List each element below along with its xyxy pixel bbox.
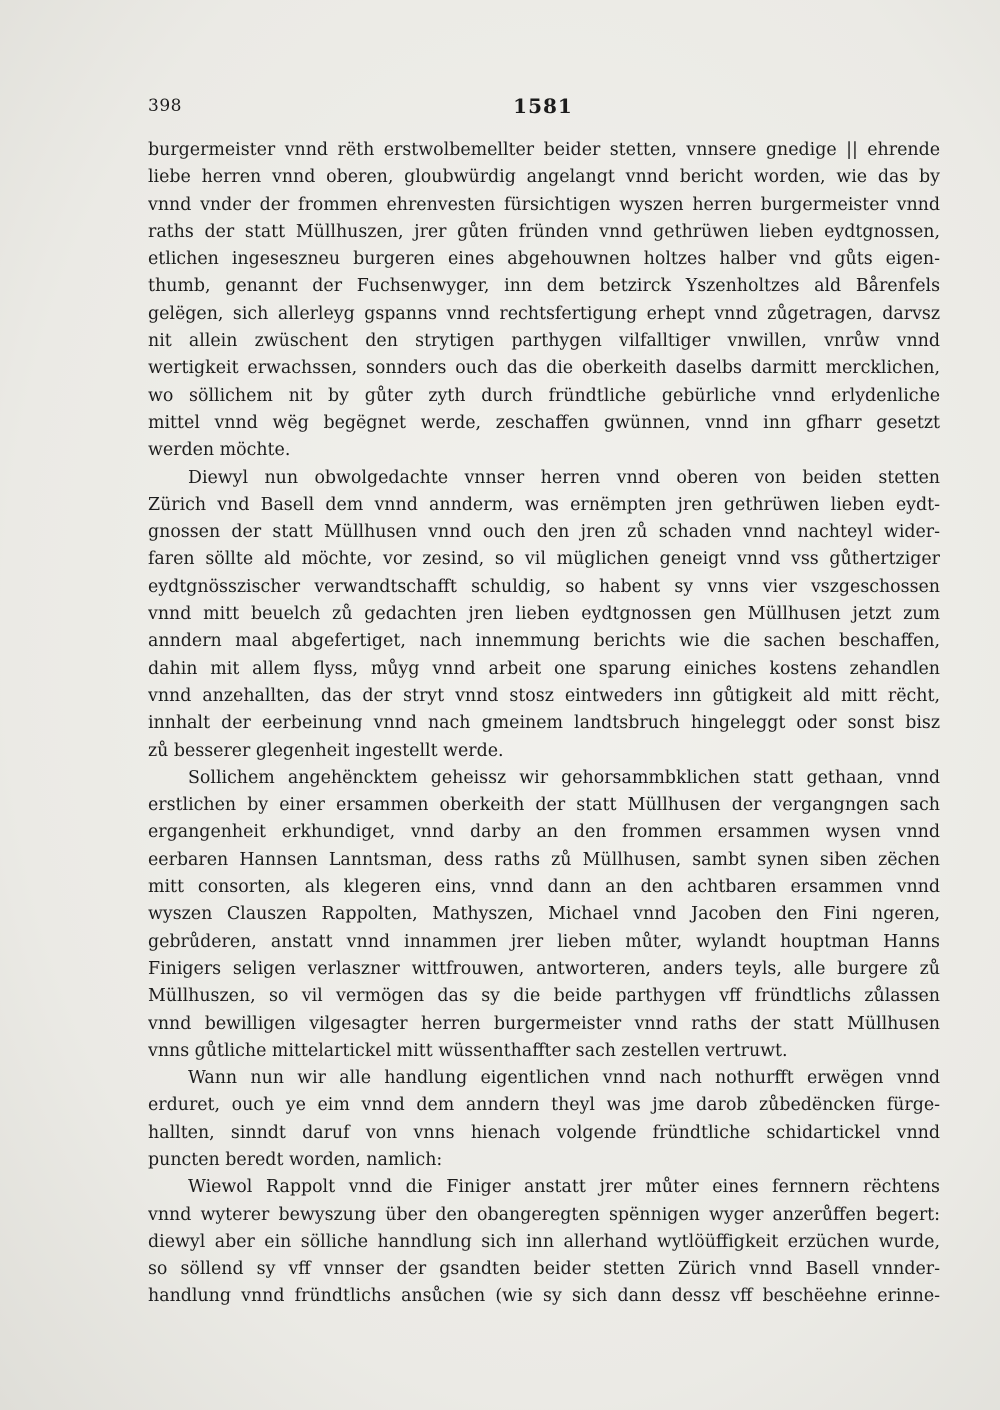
text-line: gebrůderen, anstatt vnnd innammen jrer lieben můter, wylandt houptman Hanns: [148, 931, 940, 952]
text-line: eerbaren Hannsen Lanntsman, dess raths zů Müllhusen, sambt synen siben zëchen: [148, 849, 940, 870]
text-line: vnnd anzehallten, das der stryt vnnd stosz eintweders inn gůtigkeit ald mitt rëcht,: [148, 685, 940, 706]
text-line: hallten, sinndt daruf von vnns hienach volgende fründtliche schidartickel vnnd: [148, 1122, 940, 1143]
text-line: Wiewol Rappolt vnnd die Finiger anstatt jrer můter eines fernnern rëchtens: [188, 1177, 940, 1198]
text-line: vnnd vnder der frommen ehrenvesten fürsichtigen wyszen herren burgermeister vnnd: [148, 194, 940, 215]
text-line: gnossen der statt Müllhusen vnnd ouch den jren zů schaden vnnd nachteyl wider-: [148, 522, 940, 543]
page-header: [148, 96, 938, 122]
text-line: Müllhuszen, so vil vermögen das sy die beide parthygen vff fründtlichs zůlassen: [148, 986, 940, 1007]
text-line: eydtgnösszischer verwandtschafft schuldig, so habent sy vnns vier vszgeschossen: [148, 576, 940, 597]
running-head-year: 1581: [513, 94, 573, 118]
body-text: [148, 137, 940, 1311]
text-line: wertigkeit erwachssen, sonnders ouch das die oberkeith daselbs darmitt mercklichen,: [148, 358, 940, 379]
text-line: wyszen Clauszen Rappolten, Mathyszen, Michael vnnd Jacoben den Fini ngeren,: [148, 904, 940, 925]
text-line: faren söllte ald möchte, vor zesind, so vil müglichen geneigt vnnd vss gůthertziger: [148, 549, 940, 570]
text-line: werden möchte.: [148, 440, 291, 461]
text-line: vnns gůtliche mittelartickel mitt wüssenthaffter sach zestellen vertruwt.: [148, 1040, 788, 1061]
text-line: thumb, genannt der Fuchsenwyger, inn dem betzirck Yszenholtzes ald Bårenfels: [148, 276, 940, 297]
text-line: gelëgen, sich allerleyg gspanns vnnd rechtsfertigung erhept vnnd zůgetragen, darvsz: [148, 303, 940, 324]
text-line: innhalt der eerbeinung vnnd nach gmeinem landtsbruch hingeleggt oder sonst bisz: [148, 713, 940, 734]
text-line: erstlichen by einer ersammen oberkeith der statt Müllhusen der vergangngen sach: [148, 795, 940, 816]
text-line: mittel vnnd wëg begëgnet werde, zeschaffen gwünnen, vnnd inn gfharr gesetzt: [148, 412, 940, 433]
text-line: Sollichem angehëncktem geheissz wir gehorsammbklichen statt gethaan, vnnd: [188, 767, 940, 788]
text-line: vnnd mitt beuelch zů gedachten jren lieben eydtgnossen gen Müllhusen jetzt zum: [148, 604, 940, 625]
text-line: ergangenheit erkhundiget, vnnd darby an den frommen ersammen wysen vnnd: [148, 822, 940, 843]
text-line: etlichen ingeseszneu burgeren eines abgehouwnen holtzes halber vnd gůts eigen-: [148, 249, 940, 270]
text-line: Diewyl nun obwolgedachte vnnser herren vnnd oberen von beiden stetten: [188, 467, 940, 488]
text-line: diewyl aber ein sölliche hanndlung sich inn allerhand wytlöüffigkeit erzüchen wurde,: [148, 1231, 940, 1252]
text-line: anndern maal abgefertiget, nach innemmung berichts wie die sachen beschaffen,: [148, 631, 940, 652]
text-line: mitt consorten, als klegeren eins, vnnd dann an den achtbaren ersammen vnnd: [148, 877, 940, 898]
text-line: Wann nun wir alle handlung eigentlichen vnnd nach nothurfft erwëgen vnnd: [188, 1068, 940, 1089]
text-line: burgermeister vnnd rëth erstwolbemellter beider stetten, vnnsere gnedige || ehrende: [148, 140, 940, 160]
text-line: puncten beredt worden, namlich:: [148, 1149, 443, 1170]
text-line: raths der statt Müllhuszen, jrer gůten fründen vnnd gethrüwen lieben eydtgnossen,: [148, 221, 940, 242]
text-line: vnnd wyterer bewyszung über den obangeregten spënnigen wyger anzerůffen begert:: [148, 1204, 940, 1225]
text-line: erduret, ouch ye eim vnnd dem anndern theyl was jme darob zůbedëncken fürge-: [148, 1095, 940, 1116]
text-line: nit allein zwüschent den strytigen parthygen vilfalltiger vnwillen, vnrůw vnnd: [148, 331, 940, 352]
text-line: liebe herren vnnd oberen, gloubwürdig angelangt vnnd bericht worden, wie das by: [148, 167, 940, 188]
text-line: zů besserer glegenheit ingestellt werde.: [148, 740, 504, 761]
text-line: handlung vnnd fründtlichs ansůchen (wie sy sich dann dessz vff beschëehne erinne-: [148, 1286, 940, 1307]
text-line: Finigers seligen verlaszner wittfrouwen, antworteren, anders teyls, alle burgere zů: [148, 958, 940, 979]
text-line: dahin mit allem flyss, můyg vnnd arbeit one sparung einiches kostens zehandlen: [148, 658, 940, 679]
text-line: so söllend sy vff vnnser der gsandten beider stetten Zürich vnnd Basell vnnder-: [148, 1259, 940, 1280]
text-line: wo söllichem nit by gůter zyth durch fründtliche gebürliche vnnd erlydenliche: [148, 385, 940, 406]
page-number: 398: [148, 96, 182, 116]
text-line: vnnd bewilligen vilgesagter herren burgermeister vnnd raths der statt Müllhusen: [148, 1013, 940, 1034]
text-line: Zürich vnd Basell dem vnnd annderm, was ernëmpten jren gethrüwen lieben eydt-: [148, 494, 940, 515]
